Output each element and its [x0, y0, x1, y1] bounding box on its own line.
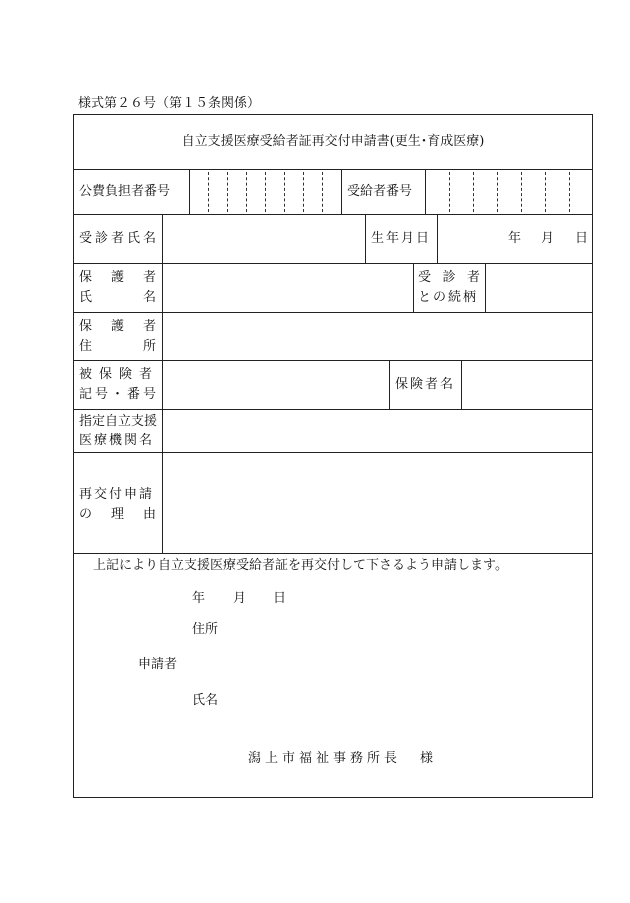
label-char: 者 [142, 270, 156, 285]
guardian-address-label-line1 [79, 319, 156, 335]
label-char: 受 [418, 270, 432, 285]
digit-separator [227, 172, 228, 212]
honorific: 様 [420, 751, 434, 766]
form-frame [73, 114, 593, 798]
label-char: 診 [442, 270, 456, 285]
form-title: 自立支援医療受給者証再交付申請書(更生･育成医療) [181, 134, 485, 149]
divider [413, 263, 414, 312]
guardian-address-label-line2 [79, 339, 156, 355]
label-char: 住 [79, 339, 93, 354]
public-burden-number-label: 公費負担者番号 [79, 184, 171, 199]
label-char: 由 [142, 507, 156, 522]
divider [73, 409, 593, 410]
digit-separator [208, 172, 209, 212]
applicant-label: 申請者 [138, 657, 178, 672]
divider [365, 214, 366, 263]
application-statement: 上記により自立支援医療受給者証を再交付して下さるよう申請します。 [93, 558, 508, 573]
application-month-unit: 月 [233, 591, 247, 606]
divider [73, 169, 593, 170]
birth-date-label: 生年月日 [371, 231, 432, 246]
addressee: 潟上市福祉事務所長 [248, 751, 402, 766]
label-char: 所 [142, 339, 156, 354]
birth-year-unit: 年 [508, 231, 522, 246]
label-char: 理 [110, 507, 124, 522]
label-char: 者 [142, 319, 156, 334]
digit-separator [284, 172, 285, 212]
insured-label-line2 [79, 387, 156, 403]
divider [73, 214, 593, 215]
digit-separator [449, 172, 450, 212]
label-char: 名 [142, 290, 156, 305]
relationship-label-line1 [418, 270, 480, 286]
patient-name-label: 受診者氏名 [79, 231, 160, 246]
divider [425, 169, 426, 214]
reason-label-line2 [79, 507, 156, 523]
digit-separator [497, 172, 498, 212]
divider [189, 169, 190, 214]
label-char: 号 [142, 387, 156, 402]
digit-separator [569, 172, 570, 212]
application-year-unit: 年 [192, 591, 206, 606]
label-char: 記 [79, 387, 93, 402]
divider [73, 263, 593, 264]
digit-separator [322, 172, 323, 212]
insured-label-line1: 被保険者 [79, 367, 160, 382]
label-char: 護 [110, 270, 124, 285]
divider [461, 360, 462, 409]
label-char: 保 [79, 319, 93, 334]
divider [437, 214, 438, 263]
application-day-unit: 日 [273, 591, 287, 606]
recipient-number-label: 受給者番号 [347, 184, 413, 199]
divider [485, 263, 486, 312]
reason-label-line1: 再交付申請 [79, 487, 155, 502]
label-column-divider [162, 214, 163, 553]
birth-month-unit: 月 [541, 231, 555, 246]
divider [73, 553, 593, 554]
digit-separator [545, 172, 546, 212]
label-char: 保 [79, 270, 93, 285]
birth-day-unit: 日 [575, 231, 589, 246]
label-char: 番 [126, 387, 140, 402]
digit-separator [246, 172, 247, 212]
divider [73, 360, 593, 361]
digit-separator [303, 172, 304, 212]
name-label: 氏名 [192, 693, 219, 708]
digit-separator [265, 172, 266, 212]
label-char: ・ [110, 387, 124, 402]
guardian-name-label-line2 [79, 290, 156, 306]
digit-separator [473, 172, 474, 212]
medical-institution-label-line2: 医療機関名 [79, 433, 155, 448]
divider [73, 452, 593, 453]
label-char: 号 [94, 387, 108, 402]
label-char: 氏 [79, 290, 93, 305]
divider [341, 169, 342, 214]
label-char: 者 [466, 270, 480, 285]
divider [389, 360, 390, 409]
label-char: 護 [110, 319, 124, 334]
address-label: 住所 [192, 622, 219, 637]
medical-institution-label-line1: 指定自立支援 [79, 414, 158, 429]
divider [73, 312, 593, 313]
digit-separator [521, 172, 522, 212]
form-number: 様式第２６号（第１５条関係） [78, 96, 261, 111]
relationship-label-line2: との続柄 [418, 290, 479, 305]
insurer-name-label: 保険者名 [395, 377, 456, 392]
guardian-name-label-line1 [79, 270, 156, 286]
label-char: の [79, 507, 93, 522]
